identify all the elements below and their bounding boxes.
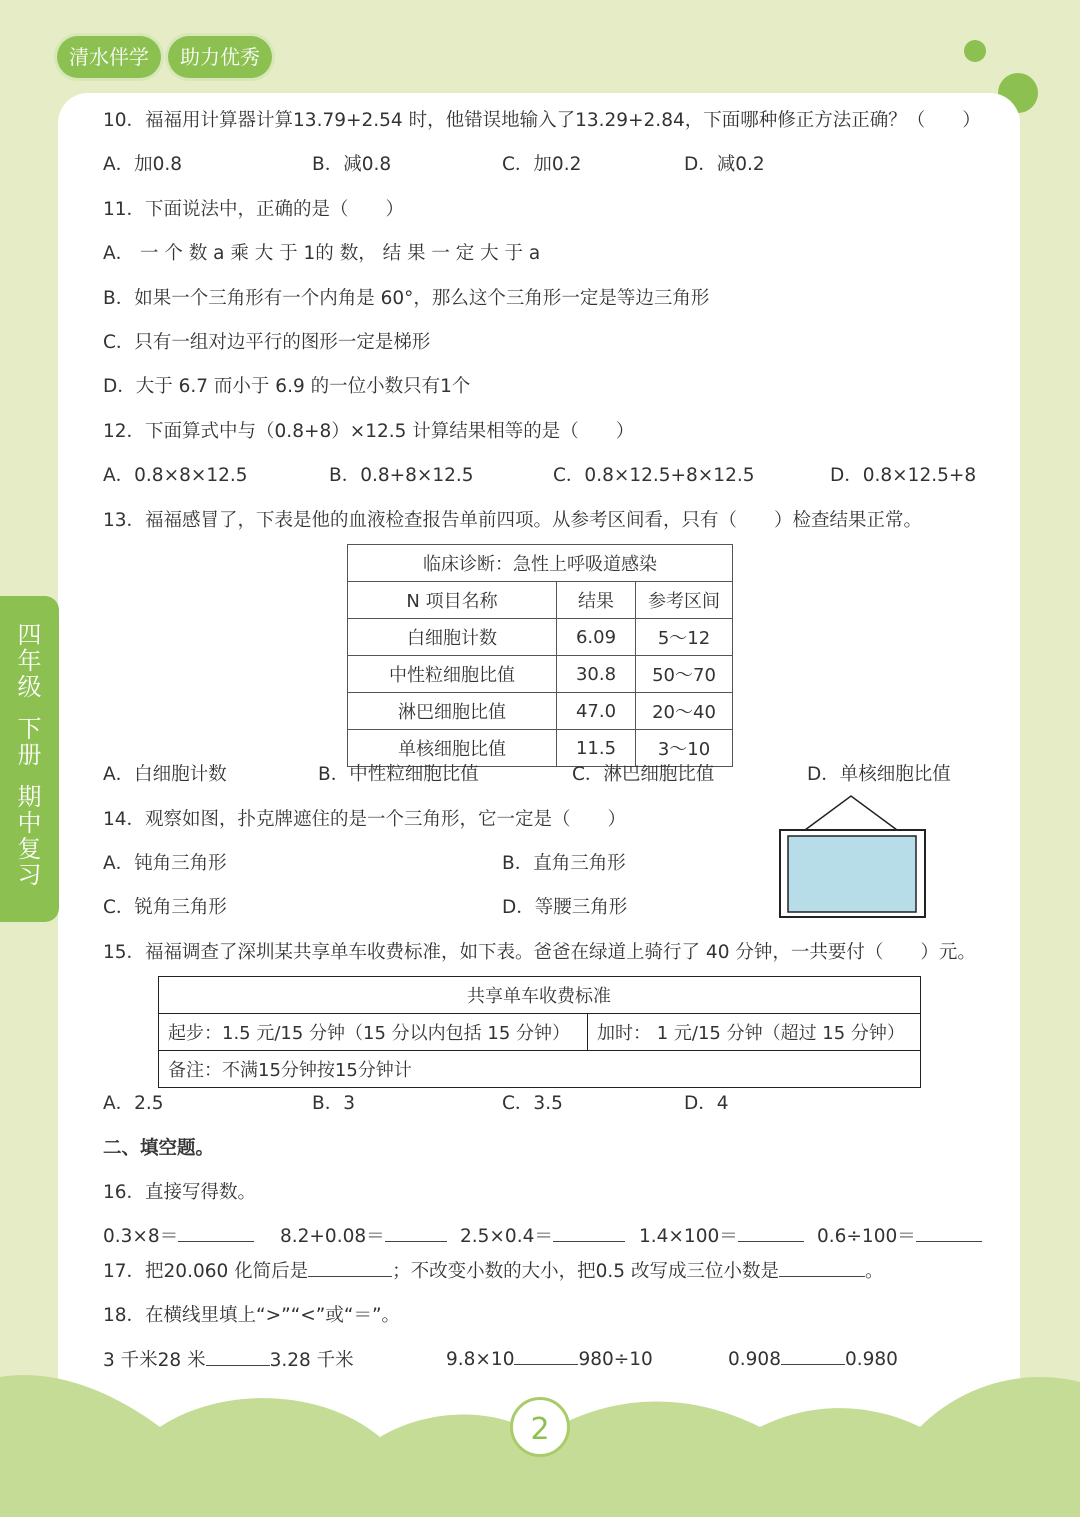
- q12-option-b: B．0.8+8×12.5: [329, 465, 474, 486]
- q14-option-a: A．钝角三角形: [103, 853, 227, 874]
- q17-line: 17．把20.060 化简后是 ；不改变小数的大小，把0.5 改写成三位小数是 。: [103, 1257, 883, 1283]
- q11-option-c: C．只有一组对边平行的图形一定是梯形: [103, 332, 431, 353]
- q14-option-c: C．锐角三角形: [103, 897, 227, 918]
- q10-option-b: B．减0.8: [312, 154, 392, 175]
- q12-option-c: C．0.8×12.5+8×12.5: [553, 465, 755, 486]
- answer-blank[interactable]: [781, 1346, 845, 1365]
- q14-option-b: B．直角三角形: [502, 853, 626, 874]
- answer-blank[interactable]: [178, 1223, 254, 1242]
- q16-item: 8.2+0.08＝: [280, 1222, 447, 1248]
- q18-stem: 18．在横线里填上“>”“<”或“＝”。: [103, 1305, 401, 1326]
- deco-dot-small: [964, 40, 986, 62]
- table-row: 白细胞计数 6.09 5～12: [348, 619, 733, 656]
- answer-blank[interactable]: [916, 1223, 982, 1242]
- q11-option-d: D．大于 6.7 而小于 6.9 的一位小数只有1个: [103, 376, 471, 397]
- q10-option-c: C．加0.2: [502, 154, 582, 175]
- header-tag-1: 清水伴学: [57, 36, 161, 78]
- table-title: 临床诊断：急性上呼吸道感染: [348, 545, 733, 582]
- q15-option-c: C．3.5: [502, 1093, 563, 1114]
- q18-item: 9.8×10 980÷10: [446, 1346, 653, 1370]
- q12-option-a: A．0.8×8×12.5: [103, 465, 248, 486]
- q12-stem: 12．下面算式中与（0.8+8）×12.5 计算结果相等的是（ ）: [103, 421, 635, 442]
- q18-item: 3 千米28 米 3.28 千米: [103, 1346, 354, 1372]
- q16-item: 1.4×100＝: [639, 1222, 804, 1248]
- q13-stem: 13．福福感冒了，下表是他的血液检查报告单前四项。从参考区间看，只有（ ）检查结果正常。: [103, 510, 923, 531]
- table-row: 中性粒细胞比值 30.8 50～70: [348, 656, 733, 693]
- q16-stem: 16．直接写得数。: [103, 1182, 257, 1203]
- table-header: Ν 项目名称: [348, 582, 557, 619]
- q11-stem: 11．下面说法中，正确的是（ ）: [103, 199, 405, 220]
- q13-option-c: C．淋巴细胞比值: [572, 764, 715, 785]
- q13-option-d: D．单核细胞比值: [807, 764, 951, 785]
- section-2-heading: 二、填空题。: [103, 1138, 215, 1159]
- q16-item: 0.6÷100＝: [817, 1222, 982, 1248]
- answer-blank[interactable]: [553, 1223, 625, 1242]
- q11-option-b: B．如果一个三角形有一个内角是 60°，那么这个三角形一定是等边三角形: [103, 288, 710, 309]
- fee-start: 起步：1.5 元/15 分钟（15 分以内包括 15 分钟）: [159, 1014, 588, 1051]
- table-row: 单核细胞比值 11.5 3～10: [348, 730, 733, 767]
- card-covering-triangle-figure: [775, 792, 931, 922]
- q15-option-a: A．2.5: [103, 1093, 164, 1114]
- q15-stem: 15．福福调查了深圳某共享单车收费标准，如下表。爸爸在绿道上骑行了 40 分钟，一共要付（ ）元。: [103, 942, 976, 963]
- fee-extra: 加时： 1 元/15 分钟（超过 15 分钟）: [588, 1014, 921, 1051]
- table-title: 共享单车收费标准: [159, 977, 921, 1014]
- q11-option-a: A． 一 个 数 a 乘 大 于 1的 数， 结 果 一 定 大 于 a: [103, 243, 541, 264]
- answer-blank[interactable]: [738, 1223, 804, 1242]
- answer-blank[interactable]: [779, 1258, 865, 1277]
- q14-option-d: D．等腰三角形: [502, 897, 628, 918]
- side-label: 四 年 级 下 册 期 中 复 习: [0, 596, 59, 922]
- q16-item: 2.5×0.4＝: [460, 1222, 625, 1248]
- q13-option-a: A．白细胞计数: [103, 764, 227, 785]
- q18-item: 0.908 0.980: [728, 1346, 898, 1370]
- q16-item: 0.3×8＝: [103, 1222, 254, 1248]
- fee-note: 备注：不满15分钟按15分钟计: [159, 1051, 921, 1088]
- answer-blank[interactable]: [385, 1223, 447, 1242]
- q14-stem: 14．观察如图，扑克牌遮住的是一个三角形，它一定是（ ）: [103, 809, 627, 830]
- table-header: 结果: [557, 582, 636, 619]
- answer-blank[interactable]: [514, 1346, 578, 1365]
- answer-blank[interactable]: [206, 1347, 270, 1366]
- answer-blank[interactable]: [308, 1258, 392, 1277]
- header-tag-2: 助力优秀: [168, 36, 272, 78]
- bike-fee-table: [158, 976, 921, 1088]
- q10-stem: 10．福福用计算器计算13.79+2.54 时，他错误地输入了13.29+2.84，下面哪种修正方法正确？（ ）: [103, 110, 981, 131]
- q12-option-d: D．0.8×12.5+8: [830, 465, 977, 486]
- page-number: 2: [510, 1397, 570, 1457]
- q13-option-b: B．中性粒细胞比值: [318, 764, 479, 785]
- blood-test-table: [347, 544, 733, 767]
- q15-option-b: B．3: [312, 1093, 355, 1114]
- q10-option-a: A．加0.8: [103, 154, 183, 175]
- q10-option-d: D．减0.2: [684, 154, 765, 175]
- table-row: 淋巴细胞比值 47.0 20～40: [348, 693, 733, 730]
- table-header: 参考区间: [636, 582, 733, 619]
- q15-option-d: D．4: [684, 1093, 729, 1114]
